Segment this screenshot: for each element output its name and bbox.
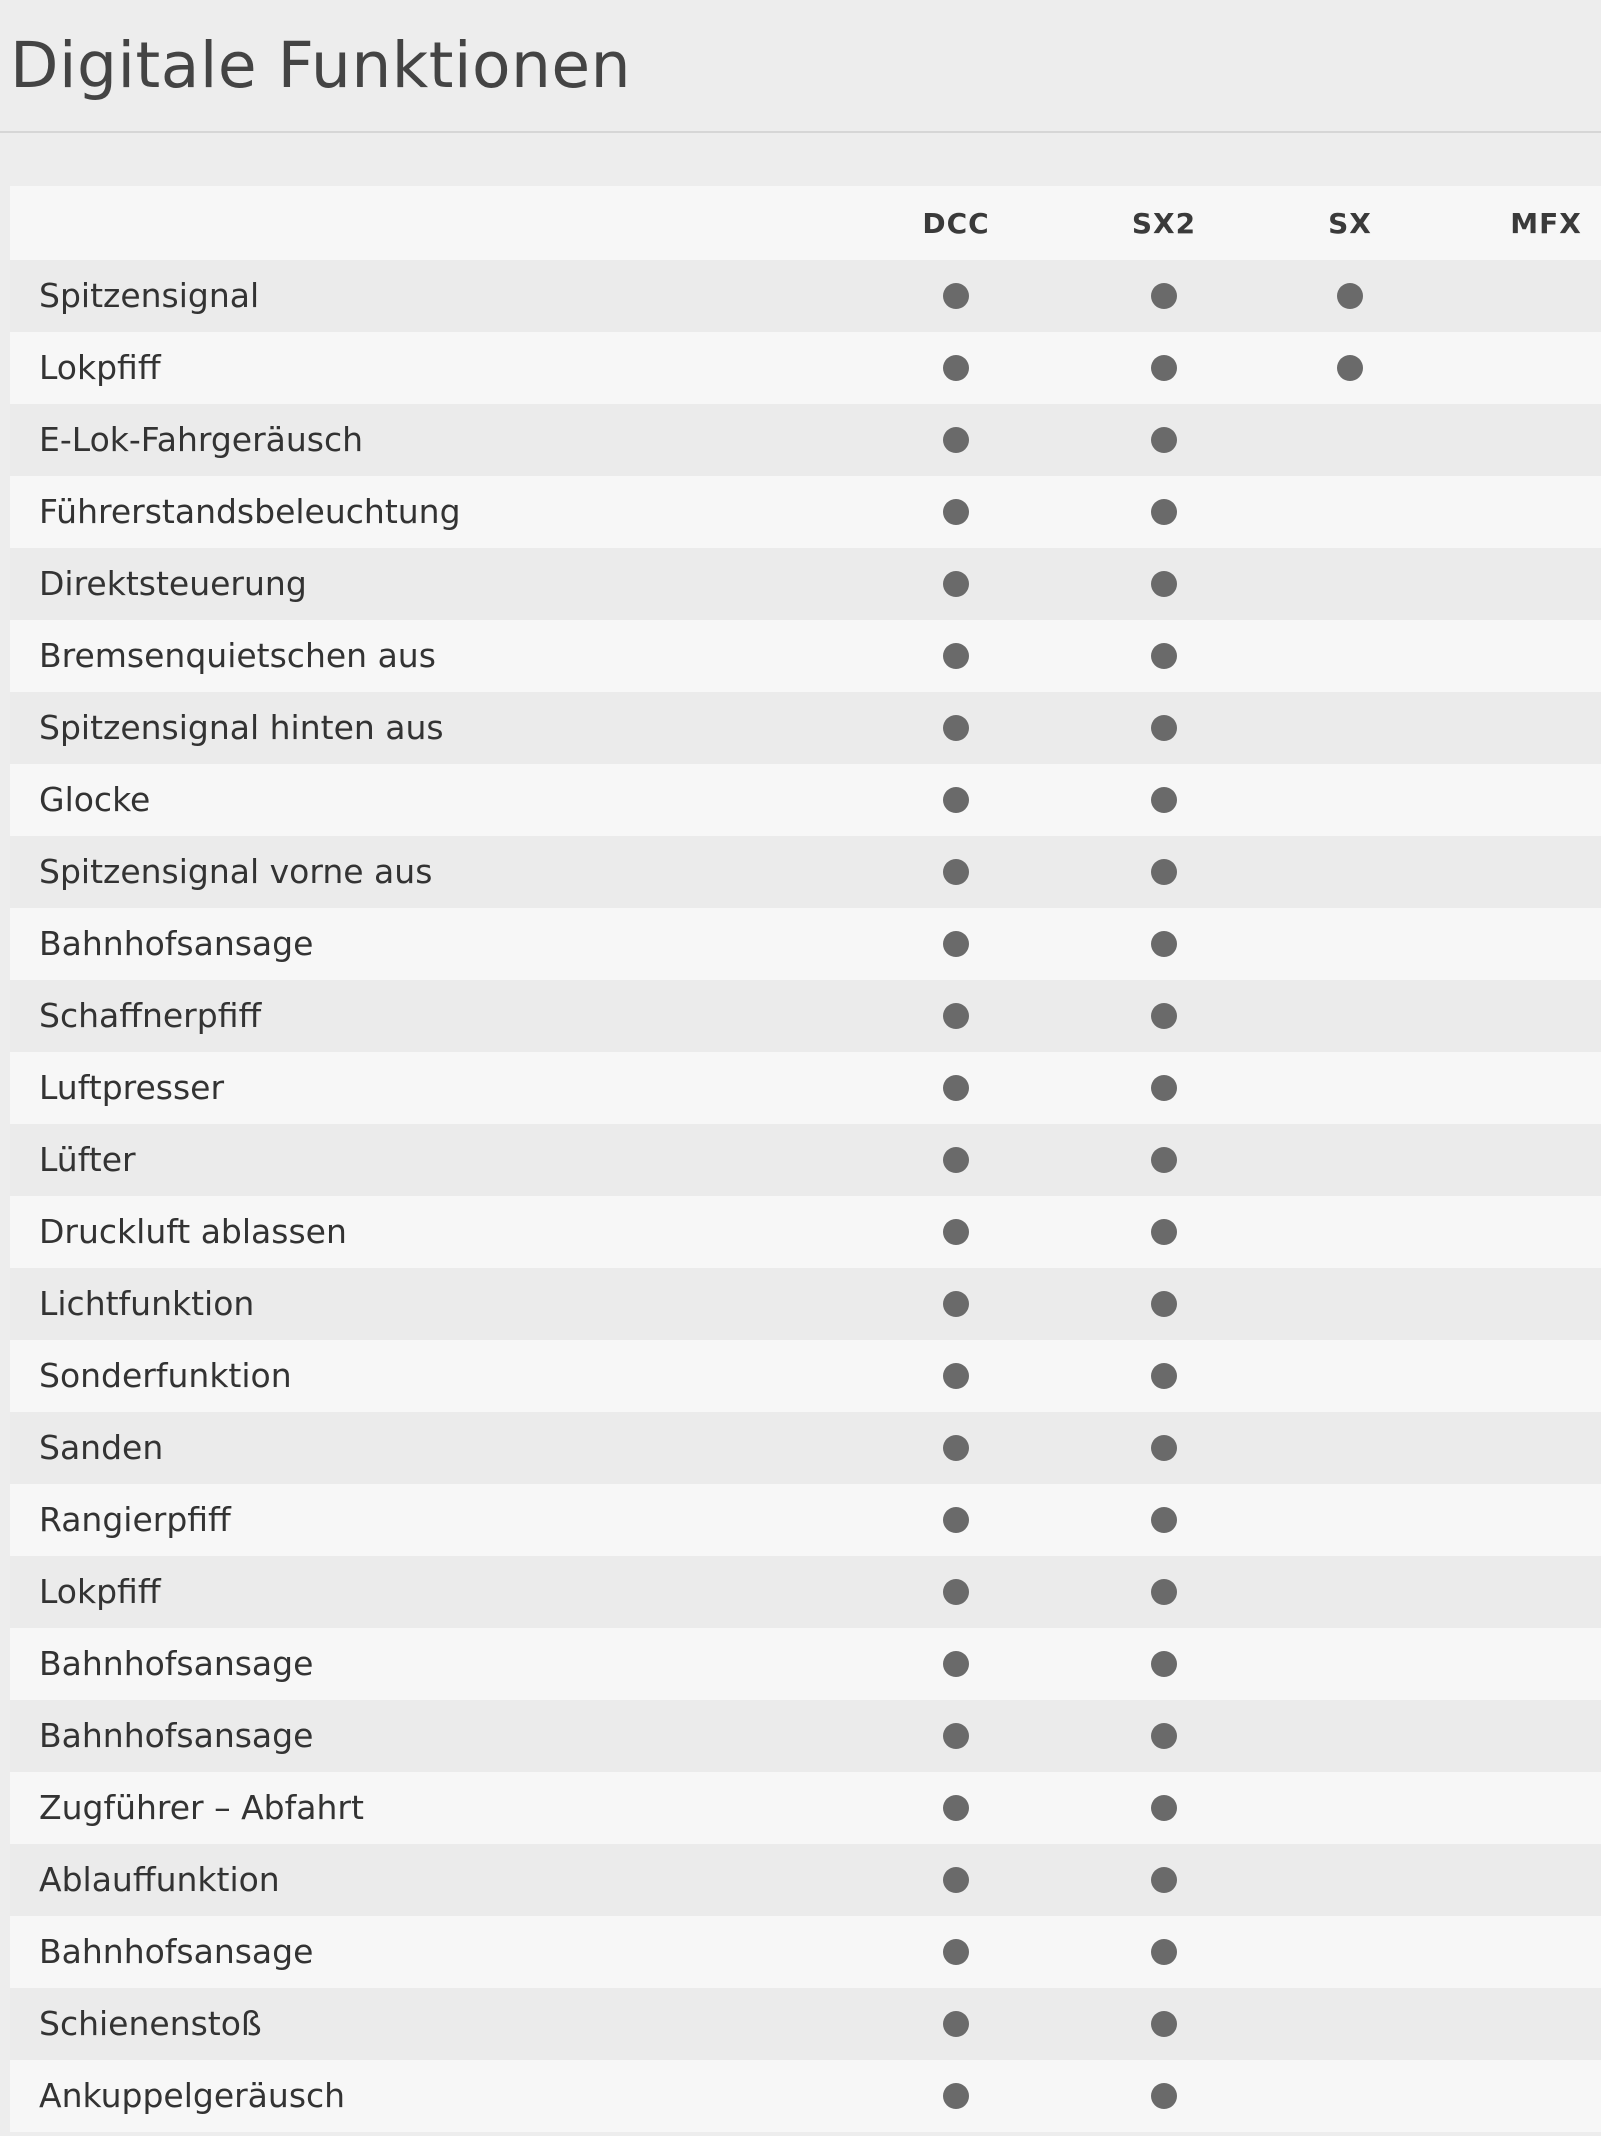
function-label: Glocke <box>39 780 151 819</box>
supported-dot-icon-sx2 <box>1151 1075 1177 1101</box>
function-label: Bahnhofsansage <box>39 1644 314 1683</box>
supported-dot-icon-dcc <box>943 1003 969 1029</box>
table-row <box>10 476 1601 548</box>
supported-dot-icon-dcc <box>943 859 969 885</box>
supported-dot-icon-dcc <box>943 1507 969 1533</box>
table-row <box>10 1340 1601 1412</box>
table-row <box>10 1052 1601 1124</box>
table-row <box>10 548 1601 620</box>
table-row <box>10 620 1601 692</box>
table-row <box>10 332 1601 404</box>
page-header <box>0 0 1601 133</box>
function-label: Bahnhofsansage <box>39 1716 314 1755</box>
function-label: Bahnhofsansage <box>39 1932 314 1971</box>
table-row <box>10 764 1601 836</box>
supported-dot-icon-dcc <box>943 643 969 669</box>
supported-dot-icon-dcc <box>943 715 969 741</box>
supported-dot-icon-dcc <box>943 1363 969 1389</box>
table-row <box>10 1196 1601 1268</box>
table-row <box>10 1412 1601 1484</box>
table-row <box>10 908 1601 980</box>
function-label: Rangierpfiff <box>39 1500 231 1539</box>
supported-dot-icon-sx2 <box>1151 283 1177 309</box>
table-row <box>10 1556 1601 1628</box>
function-label: E-Lok-Fahrgeräusch <box>39 420 364 459</box>
table-body <box>10 260 1601 2132</box>
supported-dot-icon-dcc <box>943 1579 969 1605</box>
supported-dot-icon-sx2 <box>1151 1003 1177 1029</box>
table-row <box>10 1268 1601 1340</box>
function-label: Lüfter <box>39 1140 136 1179</box>
functions-table <box>10 186 1601 2132</box>
table-row <box>10 1484 1601 1556</box>
supported-dot-icon-sx2 <box>1151 1435 1177 1461</box>
supported-dot-icon-sx2 <box>1151 1291 1177 1317</box>
supported-dot-icon-sx2 <box>1151 1147 1177 1173</box>
function-label: Schienenstoß <box>39 2004 262 2043</box>
supported-dot-icon-sx2 <box>1151 1795 1177 1821</box>
supported-dot-icon-dcc <box>943 1867 969 1893</box>
table-row <box>10 980 1601 1052</box>
function-label: Ankuppelgeräusch <box>39 2076 346 2115</box>
supported-dot-icon-sx2 <box>1151 643 1177 669</box>
function-label: Lichtfunktion <box>39 1284 255 1323</box>
table-row <box>10 404 1601 476</box>
table-row <box>10 1124 1601 1196</box>
function-label: Bahnhofsansage <box>39 924 314 963</box>
supported-dot-icon-sx2 <box>1151 2083 1177 2109</box>
table-row <box>10 1844 1601 1916</box>
function-label: Direktsteuerung <box>39 564 307 603</box>
function-label: Führerstandsbeleuchtung <box>39 492 461 531</box>
supported-dot-icon-sx2 <box>1151 1867 1177 1893</box>
page-title: Digitale Funktionen <box>10 29 632 102</box>
supported-dot-icon-sx2 <box>1151 499 1177 525</box>
function-label: Ablauffunktion <box>39 1860 280 1899</box>
supported-dot-icon-dcc <box>943 1435 969 1461</box>
function-label: Sanden <box>39 1428 164 1467</box>
supported-dot-icon-sx2 <box>1151 1219 1177 1245</box>
function-label: Lokpfiff <box>39 348 161 387</box>
supported-dot-icon-sx2 <box>1151 2011 1177 2037</box>
supported-dot-icon-dcc <box>943 1939 969 1965</box>
column-header-sx2: SX2 <box>1131 207 1197 240</box>
supported-dot-icon-sx2 <box>1151 1651 1177 1677</box>
supported-dot-icon-sx2 <box>1151 427 1177 453</box>
supported-dot-icon-sx2 <box>1151 1363 1177 1389</box>
function-label: Luftpresser <box>39 1068 225 1107</box>
column-header-dcc: DCC <box>922 207 990 240</box>
column-header-mfx: MFX <box>1510 207 1582 240</box>
table-row <box>10 1916 1601 1988</box>
table-header-row <box>10 186 1601 260</box>
function-label: Zugführer – Abfahrt <box>39 1788 364 1827</box>
supported-dot-icon-dcc <box>943 2011 969 2037</box>
supported-dot-icon-dcc <box>943 283 969 309</box>
function-label: Schaffnerpfiff <box>39 996 262 1035</box>
supported-dot-icon-sx2 <box>1151 1723 1177 1749</box>
column-header-sx: SX <box>1328 207 1372 240</box>
supported-dot-icon-dcc <box>943 1219 969 1245</box>
table-row <box>10 692 1601 764</box>
table-row <box>10 1772 1601 1844</box>
supported-dot-icon-dcc <box>943 1723 969 1749</box>
supported-dot-icon-sx <box>1337 283 1363 309</box>
supported-dot-icon-sx2 <box>1151 1939 1177 1965</box>
supported-dot-icon-sx2 <box>1151 571 1177 597</box>
table-row <box>10 1628 1601 1700</box>
table-row <box>10 1988 1601 2060</box>
supported-dot-icon-dcc <box>943 499 969 525</box>
supported-dot-icon-sx2 <box>1151 1579 1177 1605</box>
supported-dot-icon-sx2 <box>1151 355 1177 381</box>
supported-dot-icon-dcc <box>943 1795 969 1821</box>
supported-dot-icon-dcc <box>943 571 969 597</box>
function-label: Bremsenquietschen aus <box>39 636 436 675</box>
function-label: Spitzensignal hinten aus <box>39 708 444 747</box>
supported-dot-icon-dcc <box>943 1147 969 1173</box>
function-label: Sonderfunktion <box>39 1356 292 1395</box>
function-label: Spitzensignal <box>39 276 260 315</box>
supported-dot-icon-sx2 <box>1151 787 1177 813</box>
supported-dot-icon-dcc <box>943 1291 969 1317</box>
supported-dot-icon-dcc <box>943 787 969 813</box>
table-row <box>10 1700 1601 1772</box>
function-label: Lokpfiff <box>39 1572 161 1611</box>
function-label: Spitzensignal vorne aus <box>39 852 433 891</box>
supported-dot-icon-dcc <box>943 1075 969 1101</box>
supported-dot-icon-sx2 <box>1151 859 1177 885</box>
supported-dot-icon-dcc <box>943 427 969 453</box>
supported-dot-icon-sx2 <box>1151 715 1177 741</box>
supported-dot-icon-sx2 <box>1151 931 1177 957</box>
table-row <box>10 260 1601 332</box>
supported-dot-icon-dcc <box>943 355 969 381</box>
table-row <box>10 2060 1601 2132</box>
supported-dot-icon-dcc <box>943 2083 969 2109</box>
function-label: Druckluft ablassen <box>39 1212 347 1251</box>
supported-dot-icon-sx <box>1337 355 1363 381</box>
supported-dot-icon-dcc <box>943 931 969 957</box>
table-row <box>10 836 1601 908</box>
supported-dot-icon-dcc <box>943 1651 969 1677</box>
supported-dot-icon-sx2 <box>1151 1507 1177 1533</box>
